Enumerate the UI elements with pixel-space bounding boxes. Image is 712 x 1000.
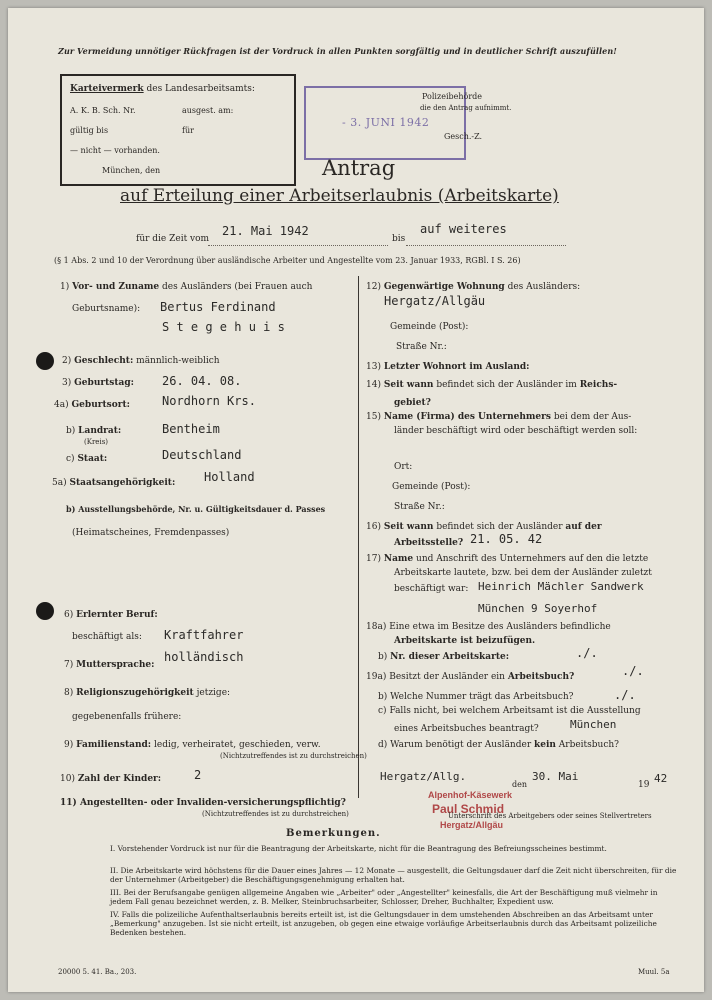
q4c-state-value: Deutschland xyxy=(162,448,242,462)
q18b-row: b) Nr. dieser Arbeitskarte: xyxy=(378,652,510,662)
company-stamp-line1: Alpenhof-Käsewerk xyxy=(428,790,513,800)
q12-residence-value: Hergatz/Allgäu xyxy=(384,294,486,308)
q13-row: 13) Letzter Wohnort im Ausland: xyxy=(366,362,530,372)
q6-row: 6) Erlernter Beruf: xyxy=(64,610,158,620)
police-authority-sub: die den Antrag aufnimmt. xyxy=(420,104,512,112)
form-sheet xyxy=(8,8,704,992)
header-instruction: Zur Vermeidung unnötiger Rückfragen ist der Vordruck in allen Punkten sorgfältig und in deutlicher Schrift auszufüllen! xyxy=(58,46,617,56)
q1-birthname-label: Geburtsname): xyxy=(72,304,141,314)
police-authority-label: Polizeibehörde xyxy=(422,92,483,101)
note-4: IV. Falls die polizeiliche Aufenthaltserlaubnis bereits erteilt ist, ist die Geltungsdauer in dem umstehenden Abschreiben an das Arbeitsamt unter „Bemerkung" anzugeben. Ist sie nicht erteilt, ist anzugeben, ob gegen eine etwaige vorläufige Arbeitserlaubnis durch das Arbeitsamt polizeiliche Bedenken bestehen. xyxy=(110,910,657,937)
signature-year-prefix: 19 xyxy=(638,780,650,790)
q1-row: 1) Vor- und Zuname des Ausländers (bei Frauen auch xyxy=(60,282,313,292)
signature-caption: Unterschrift des Arbeitgebers oder seines Stellvertreters xyxy=(448,812,652,820)
karteivermerk-box xyxy=(60,74,296,186)
q12-row: 12) Gegenwärtige Wohnung des Ausländers: xyxy=(366,282,581,292)
q11-note: (Nichtzutreffendes ist zu durchstreichen) xyxy=(202,810,349,818)
q16-row: 16) Seit wann befindet sich der Ausländer auf der xyxy=(366,522,602,532)
column-divider xyxy=(358,276,359,798)
q5b-row: b) Ausstellungsbehörde, Nr. u. Gültigkeitsdauer d. Passes xyxy=(66,504,326,514)
q19c-value: München xyxy=(570,718,617,731)
punch-hole-top xyxy=(36,352,54,370)
q12-street-label: Straße Nr.: xyxy=(396,342,447,352)
form-subtitle: auf Erteilung einer Arbeitserlaubnis (Arbeitskarte) xyxy=(120,186,559,206)
q8-former-label: gegebenenfalls frühere: xyxy=(72,712,182,722)
q11-row: 11) Angestellten- oder Invaliden-versicherungspflichtig? xyxy=(60,798,346,808)
q17-row: 17) Name und Anschrift des Unternehmers auf den die letzte xyxy=(366,554,649,564)
company-stamp-line3: Hergatz/Allgäu xyxy=(440,820,504,830)
period-to: auf weiteres xyxy=(420,222,507,236)
q4b-district-value: Bentheim xyxy=(162,422,220,436)
signature-date: 30. Mai xyxy=(532,770,579,783)
q14-gebiet: gebiet? xyxy=(394,398,431,408)
q5b-sub: (Heimatscheines, Fremdenpasses) xyxy=(72,528,230,538)
q3-row: 3) Geburtstag: xyxy=(62,378,134,388)
q19d-row: d) Warum benötigt der Ausländer kein Arbeitsbuch? xyxy=(378,740,620,750)
q15-place-label: Ort: xyxy=(394,462,413,472)
q15-municipality-label: Gemeinde (Post): xyxy=(392,482,471,492)
q3-birthdate-value: 26. 04. 08. xyxy=(162,374,242,388)
legal-reference: (§ 1 Abs. 2 und 10 der Verordnung über ausländische Arbeiter und Angestellte vom 23. Januar 1933, RGBl. I S. 26) xyxy=(54,256,521,265)
q4b-row: b) Landrat: xyxy=(66,426,122,436)
q6-employed-label: beschäftigt als: xyxy=(72,632,142,642)
note-3: III. Bei der Berufsangabe genügen allgemeine Angaben wie „Arbeiter" oder „Angestellter" keinesfalls, die Art der Beschäftigung muß vielmehr in jedem Fall genau bezeichnet werden, z. B. Melker, Steinbruchsarbeiter, Schlosser, Dreher, Buchhalter, Expedient usw. xyxy=(110,888,658,906)
q15-sub: länder beschäftigt wird oder beschäftigt werden soll: xyxy=(394,426,638,436)
kv-line1-b: ausgest. am: xyxy=(182,106,234,115)
kv-line1-a: A. K. B. Sch. Nr. xyxy=(70,106,136,115)
footer-form-number: Muul. 5a xyxy=(638,968,670,976)
footer-print-code: 20000 5. 41. Ba., 203. xyxy=(58,968,137,976)
q7-language-value: holländisch xyxy=(164,650,244,664)
q10-children-value: 2 xyxy=(194,768,202,782)
q9-note: (Nichtzutreffendes ist zu durchstreichen) xyxy=(220,752,367,760)
q9-row: 9) Familienstand: ledig, verheiratet, geschieden, verw. xyxy=(64,740,321,750)
q19c-sub: eines Arbeitsbuches beantragt? xyxy=(394,724,539,734)
signature-den: den xyxy=(512,780,528,789)
karteivermerk-title: Karteivermerk des Landesarbeitsamts: xyxy=(70,84,255,94)
q1-surname-value: S t e g e h u i s xyxy=(162,320,285,334)
q1-firstname-value: Bertus Ferdinand xyxy=(160,300,276,314)
q8-row: 8) Religionszugehörigkeit jetzige: xyxy=(64,688,231,698)
q18b-value: ./. xyxy=(576,646,598,660)
q5a-row: 5a) Staatsangehörigkeit: xyxy=(52,478,176,488)
q18a-row: 18a) Eine etwa im Besitze des Ausländers befindliche xyxy=(366,622,611,632)
q5a-nationality-value: Holland xyxy=(204,470,255,484)
notes-title: Bemerkungen. xyxy=(286,828,381,839)
q19a-value: ./. xyxy=(622,664,644,678)
period-prefix: für die Zeit vom xyxy=(136,234,210,244)
q10-row: 10) Zahl der Kinder: xyxy=(60,774,162,784)
period-from: 21. Mai 1942 xyxy=(222,224,309,238)
punch-hole-bottom xyxy=(36,602,54,620)
period-bis: bis xyxy=(392,234,406,244)
q17-address-value: München 9 Soyerhof xyxy=(478,602,598,615)
q4b-sub: (Kreis) xyxy=(84,438,109,446)
q19b-value: ./. xyxy=(614,688,636,702)
q14-row: 14) Seit wann befindet sich der Ausländer im Reichs- xyxy=(366,380,618,390)
q16-since-value: 21. 05. 42 xyxy=(470,532,543,546)
kv-line3: — nicht — vorhanden. xyxy=(70,146,160,155)
signature-place: Hergatz/Allg. xyxy=(380,770,467,783)
signature-year: 42 xyxy=(654,772,668,785)
q6-occupation-value: Kraftfahrer xyxy=(164,628,244,642)
q4a-row: 4a) Geburtsort: xyxy=(54,400,130,410)
q12-municipality-label: Gemeinde (Post): xyxy=(390,322,469,332)
q16-workplace-label: Arbeitsstelle? xyxy=(394,538,464,548)
note-2: II. Die Arbeitskarte wird höchstens für die Dauer eines Jahres — 12 Monate — ausgestellt, die Geltungsdauer darf die Zeit nicht überschreiten, für die der Unternehmer (Arbeitgeber) die Beschäftigungsgenehmigung erhalten hat. xyxy=(110,866,677,884)
q17-employed-label: beschäftigt war: xyxy=(394,584,469,594)
note-1: I. Vorstehender Vordruck ist nur für die Beantragung der Arbeitskarte, nicht für die Beantragung des Befreiungsscheines bestimmt. xyxy=(110,844,607,853)
q17-employer-value: Heinrich Mächler Sandwerk xyxy=(478,580,644,593)
q7-row: 7) Muttersprache: xyxy=(64,660,155,670)
q2-row: 2) Geschlecht: männlich-weiblich xyxy=(62,356,220,366)
q19b-row: b) Welche Nummer trägt das Arbeitsbuch? xyxy=(378,692,574,702)
company-stamp-line2: Paul Schmid xyxy=(432,802,505,816)
kv-line2-a: gültig bis xyxy=(70,126,109,135)
q19a-row: 19a) Besitzt der Ausländer ein Arbeitsbuch? xyxy=(366,672,575,682)
kv-line4: München, den xyxy=(102,166,161,175)
q17-sub: Arbeitskarte lautete, bzw. bei dem der Ausländer zuletzt xyxy=(394,568,652,578)
form-title: Antrag xyxy=(322,156,396,180)
stamp-date: - 3. JUNI 1942 xyxy=(342,116,430,129)
q4a-birthplace-value: Nordhorn Krs. xyxy=(162,394,256,408)
q19c-row: c) Falls nicht, bei welchem Arbeitsamt ist die Ausstellung xyxy=(378,706,641,716)
q15-row: 15) Name (Firma) des Unternehmers bei dem der Aus- xyxy=(366,412,632,422)
kv-line2-b: für xyxy=(182,126,194,135)
q4c-row: c) Staat: xyxy=(66,454,108,464)
q15-street-label: Straße Nr.: xyxy=(394,502,445,512)
gesch-z-label: Gesch.-Z. xyxy=(444,132,483,141)
q18a-sub: Arbeitskarte ist beizufügen. xyxy=(394,636,536,646)
